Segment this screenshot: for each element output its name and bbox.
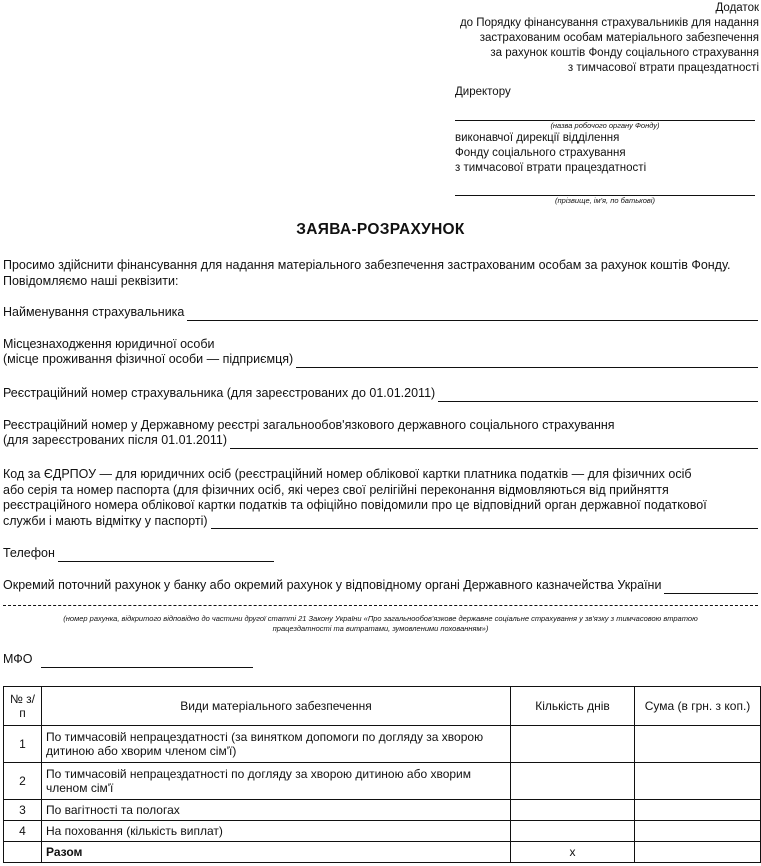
org-line: Фонду соціального страхування — [455, 147, 626, 159]
total-sum-cell[interactable] — [635, 842, 761, 863]
appendix-line: застрахованим особам матеріального забезпечення — [479, 32, 759, 44]
appendix-line: до Порядку фінансування страхувальників для надання — [459, 17, 759, 29]
row-kind: По тимчасовій непрацездатності по догляду за хворою дитиною або хворим членом сім'ї — [42, 763, 511, 800]
header-kind: Види матеріального забезпечення — [42, 687, 511, 726]
org-name-field[interactable] — [455, 106, 755, 121]
table-header-row — [4, 687, 761, 726]
table-row — [4, 726, 761, 763]
account-number-line[interactable] — [3, 605, 758, 606]
row-days-cell[interactable] — [511, 726, 635, 763]
reg-number-row — [3, 386, 758, 402]
header-sum: Сума (в грн. з коп.) — [635, 687, 761, 726]
insurer-name-label: Найменування страхувальника — [3, 305, 185, 319]
account-hint-line: працездатності та витратами, зумовленими похованням») — [272, 624, 489, 633]
insurer-name-input[interactable] — [187, 307, 758, 321]
phone-input[interactable] — [58, 548, 274, 562]
benefits-table — [3, 686, 761, 863]
mfo-label: МФО — [3, 652, 33, 666]
location-row — [3, 352, 758, 368]
row-kind: По тимчасовій непрацездатності (за винятком допомоги по догляду за хворою дитиною або хворим членом сім'ї) — [42, 726, 511, 763]
header-days: Кількість днів — [511, 687, 635, 726]
row-sum-cell[interactable] — [635, 726, 761, 763]
location-input[interactable] — [296, 354, 758, 368]
row-days-cell[interactable] — [511, 821, 635, 842]
appendix-line: за рахунок коштів Фонду соціального страхування — [490, 47, 759, 59]
account-hint — [3, 614, 758, 634]
reg-number-input[interactable] — [438, 388, 758, 402]
appendix-title: Додаток — [715, 2, 759, 14]
row-sum-cell[interactable] — [635, 763, 761, 800]
mfo-input[interactable] — [41, 654, 254, 668]
row-sum-cell[interactable] — [635, 821, 761, 842]
director-label: Директору — [455, 86, 511, 98]
phone-row — [3, 546, 274, 562]
header-num: № з/п — [4, 687, 42, 726]
table-row — [4, 763, 761, 800]
row-days-cell[interactable] — [511, 763, 635, 800]
document-title: ЗАЯВА-РОЗРАХУНОК — [296, 221, 465, 238]
edrpou-line: реєстраційного номера облікової картки податків та офіційно повідомили про це відповідний орган державної податкової — [3, 498, 707, 512]
edrpou-line: служби і мають відмітку у паспорті) — [3, 513, 208, 528]
account-label: Окремий поточний рахунок у банку або окремий рахунок у відповідному органі Державного казначейства України — [3, 578, 662, 592]
phone-label: Телефон — [3, 546, 55, 560]
addressee-block — [455, 86, 755, 205]
account-row — [3, 578, 758, 594]
insurer-name-row — [3, 305, 758, 321]
total-label: Разом — [42, 842, 511, 863]
row-num: 2 — [4, 763, 42, 800]
total-num-cell — [4, 842, 42, 863]
appendix-line: з тимчасової втрати працездатності — [567, 62, 759, 74]
reg-number-label: Реєстраційний номер страхувальника (для зареєстрованих до 01.01.2011) — [3, 386, 436, 400]
row-num: 3 — [4, 800, 42, 821]
org-line: виконавчої дирекції відділення — [455, 132, 620, 144]
row-sum-cell[interactable] — [635, 800, 761, 821]
row-kind: По вагітності та пологах — [42, 800, 511, 821]
edrpou-line: Код за ЄДРПОУ — для юридичних осіб (реєстраційний номер облікової картки платника податків — для фізичних осіб — [3, 467, 692, 481]
table-row — [4, 821, 761, 842]
account-hint-line: (номер рахунка, відкритого відповідно до частини другої статті 21 Закону України «Про загальнообов'язкове державне соціальне страхування у зв'язку з тимчасовою втратою — [63, 614, 698, 623]
row-kind: На поховання (кількість виплат) — [42, 821, 511, 842]
account-input[interactable] — [664, 580, 758, 594]
org-name-hint: (назва робочого органу Фонду) — [550, 121, 660, 130]
location-label-1: Місцезнаходження юридичної особи — [3, 337, 215, 351]
row-num: 4 — [4, 821, 42, 842]
state-reg-input[interactable] — [230, 435, 758, 449]
director-name-hint: (прізвище, ім'я, по батькові) — [555, 196, 655, 205]
location-label-2: (місце проживання фізичної особи — підприємця) — [3, 352, 294, 366]
edrpou-block — [3, 467, 758, 529]
table-row — [4, 800, 761, 821]
intro-text: Просимо здійснити фінансування для надання матеріального забезпечення застрахованим особам за рахунок коштів Фонду. Повідомляємо наші реквізити: — [3, 258, 731, 288]
edrpou-input[interactable] — [211, 515, 758, 529]
appendix-block — [419, 1, 759, 76]
state-reg-label-1: Реєстраційний номер у Державному реєстрі загальнообов'язкового державного соціального страхування — [3, 418, 615, 432]
row-num: 1 — [4, 726, 42, 763]
total-days: x — [511, 842, 635, 863]
table-total-row — [4, 842, 761, 863]
org-line: з тимчасової втрати працездатності — [455, 162, 647, 174]
state-reg-row — [3, 433, 758, 449]
director-name-field[interactable] — [455, 181, 755, 196]
edrpou-row — [3, 514, 758, 530]
state-reg-label-2: (для зареєстрованих після 01.01.2011) — [3, 433, 228, 447]
edrpou-line: або серія та номер паспорта (для фізичних осіб, які через свої релігійні переконання відмовляються від прийняття — [3, 482, 669, 497]
row-days-cell[interactable] — [511, 800, 635, 821]
mfo-row — [3, 652, 253, 668]
